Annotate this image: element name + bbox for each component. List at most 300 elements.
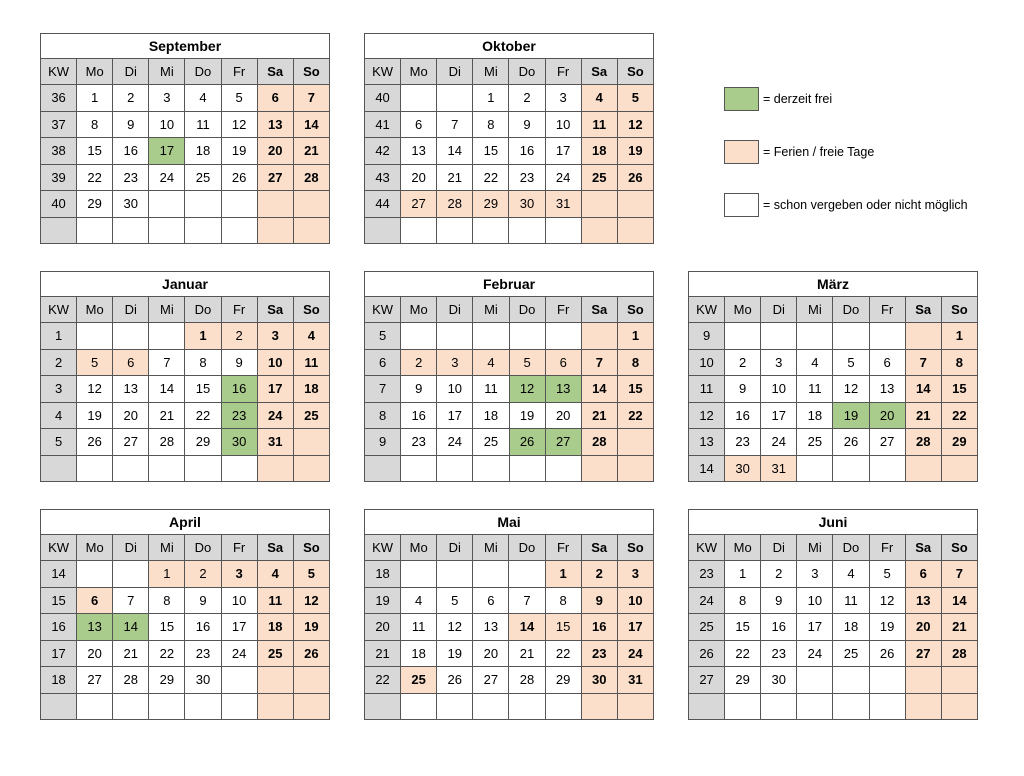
day-cell	[869, 693, 905, 720]
day-cell: 25	[257, 640, 293, 667]
day-cell	[149, 693, 185, 720]
day-cell: 22	[77, 164, 113, 191]
day-cell	[221, 217, 257, 244]
week-row	[689, 667, 978, 694]
day-cell	[473, 561, 509, 588]
day-cell: 11	[185, 111, 221, 138]
day-cell: 7	[581, 349, 617, 376]
day-cell	[833, 323, 869, 350]
day-cell: 14	[113, 614, 149, 641]
day-cell: 23	[185, 640, 221, 667]
month-title: März	[689, 272, 978, 297]
day-cell: 16	[113, 138, 149, 165]
day-cell: 14	[149, 376, 185, 403]
weekday-header: Sa	[581, 59, 617, 85]
day-cell	[77, 217, 113, 244]
day-cell: 16	[185, 614, 221, 641]
day-cell: 25	[473, 429, 509, 456]
week-row	[365, 455, 654, 482]
weekday-header: Fr	[545, 535, 581, 561]
day-cell	[797, 455, 833, 482]
week-number	[689, 693, 725, 720]
day-cell: 22	[473, 164, 509, 191]
day-cell: 10	[545, 111, 581, 138]
day-cell: 9	[401, 376, 437, 403]
week-number: 14	[689, 455, 725, 482]
week-number: 9	[365, 429, 401, 456]
day-cell: 31	[545, 191, 581, 218]
week-number: 13	[689, 429, 725, 456]
day-cell: 28	[509, 667, 545, 694]
day-cell: 23	[221, 402, 257, 429]
weekday-header: Do	[833, 535, 869, 561]
day-cell	[401, 323, 437, 350]
day-cell: 21	[293, 138, 329, 165]
week-number: 24	[689, 587, 725, 614]
day-cell	[113, 455, 149, 482]
day-cell	[149, 455, 185, 482]
weekday-header: Sa	[257, 535, 293, 561]
day-cell: 6	[401, 111, 437, 138]
day-cell: 10	[761, 376, 797, 403]
day-cell: 12	[221, 111, 257, 138]
weekday-header: Do	[185, 297, 221, 323]
day-cell: 18	[257, 614, 293, 641]
day-cell	[797, 323, 833, 350]
month-title: Juni	[689, 510, 978, 535]
day-cell: 25	[293, 402, 329, 429]
weekday-header: KW	[41, 297, 77, 323]
day-cell: 1	[149, 561, 185, 588]
week-row	[41, 138, 330, 165]
day-cell	[437, 455, 473, 482]
day-cell: 15	[545, 614, 581, 641]
weekday-header: Mo	[401, 535, 437, 561]
weekday-header: Sa	[257, 59, 293, 85]
day-cell: 25	[401, 667, 437, 694]
day-cell: 19	[293, 614, 329, 641]
day-cell: 1	[77, 85, 113, 112]
week-row	[41, 376, 330, 403]
day-cell: 19	[617, 138, 653, 165]
day-cell: 5	[509, 349, 545, 376]
week-row	[365, 640, 654, 667]
weekday-header: Mo	[401, 297, 437, 323]
day-cell: 28	[293, 164, 329, 191]
day-cell: 18	[401, 640, 437, 667]
day-cell: 6	[545, 349, 581, 376]
day-cell: 14	[293, 111, 329, 138]
day-cell: 14	[941, 587, 977, 614]
day-cell: 23	[725, 429, 761, 456]
day-cell	[185, 217, 221, 244]
day-cell: 6	[869, 349, 905, 376]
day-cell: 8	[617, 349, 653, 376]
day-cell: 2	[113, 85, 149, 112]
weekday-header: Mi	[473, 297, 509, 323]
day-cell: 12	[437, 614, 473, 641]
day-cell: 14	[437, 138, 473, 165]
day-cell: 2	[185, 561, 221, 588]
day-cell	[221, 667, 257, 694]
week-row	[365, 587, 654, 614]
day-cell	[833, 455, 869, 482]
day-cell: 28	[437, 191, 473, 218]
day-cell	[293, 191, 329, 218]
day-cell	[941, 455, 977, 482]
day-cell: 5	[617, 85, 653, 112]
day-cell: 23	[113, 164, 149, 191]
day-cell: 20	[473, 640, 509, 667]
day-cell: 12	[617, 111, 653, 138]
legend-label-unavailable: = schon vergeben oder nicht möglich	[763, 198, 968, 212]
day-cell: 16	[725, 402, 761, 429]
week-row	[41, 111, 330, 138]
week-row	[689, 614, 978, 641]
day-cell: 3	[761, 349, 797, 376]
week-number: 2	[41, 349, 77, 376]
calendar-month	[364, 271, 654, 482]
week-number: 20	[365, 614, 401, 641]
legend-item-holiday	[724, 140, 874, 164]
week-row	[689, 376, 978, 403]
weekday-header: Di	[437, 297, 473, 323]
month-title: Oktober	[365, 34, 654, 59]
day-cell: 15	[473, 138, 509, 165]
day-cell	[113, 323, 149, 350]
week-row	[41, 323, 330, 350]
weekday-header: Di	[437, 59, 473, 85]
day-cell: 23	[761, 640, 797, 667]
day-cell: 27	[77, 667, 113, 694]
week-number: 11	[689, 376, 725, 403]
day-cell: 1	[473, 85, 509, 112]
day-cell	[401, 455, 437, 482]
week-row	[365, 614, 654, 641]
day-cell: 1	[185, 323, 221, 350]
day-cell: 13	[257, 111, 293, 138]
day-cell: 27	[257, 164, 293, 191]
day-cell	[473, 217, 509, 244]
day-cell: 10	[797, 587, 833, 614]
week-row	[365, 376, 654, 403]
weekday-header: Mi	[149, 535, 185, 561]
day-cell: 20	[77, 640, 113, 667]
day-cell: 31	[617, 667, 653, 694]
day-cell	[149, 191, 185, 218]
day-cell: 2	[221, 323, 257, 350]
day-cell: 30	[761, 667, 797, 694]
day-cell: 5	[221, 85, 257, 112]
day-cell: 12	[293, 587, 329, 614]
day-cell: 13	[905, 587, 941, 614]
week-row	[689, 693, 978, 720]
day-cell: 22	[149, 640, 185, 667]
day-cell: 11	[401, 614, 437, 641]
week-row	[365, 111, 654, 138]
weekday-header: Di	[113, 297, 149, 323]
day-cell: 17	[617, 614, 653, 641]
week-row	[41, 667, 330, 694]
day-cell	[293, 667, 329, 694]
weekday-header: Fr	[545, 59, 581, 85]
week-number: 17	[41, 640, 77, 667]
day-cell: 5	[437, 587, 473, 614]
day-cell: 7	[149, 349, 185, 376]
legend-swatch-unavailable	[724, 193, 759, 217]
day-cell	[617, 217, 653, 244]
week-number: 7	[365, 376, 401, 403]
weekday-header: Fr	[221, 59, 257, 85]
day-cell: 20	[257, 138, 293, 165]
day-cell: 16	[581, 614, 617, 641]
week-number: 4	[41, 402, 77, 429]
day-cell: 15	[185, 376, 221, 403]
weekday-header: Do	[509, 59, 545, 85]
week-row	[365, 693, 654, 720]
day-cell: 17	[257, 376, 293, 403]
day-cell	[257, 191, 293, 218]
day-cell: 16	[221, 376, 257, 403]
day-cell: 11	[293, 349, 329, 376]
week-number: 9	[689, 323, 725, 350]
day-cell: 2	[725, 349, 761, 376]
day-cell: 2	[761, 561, 797, 588]
weekday-header: Sa	[257, 297, 293, 323]
day-cell: 15	[617, 376, 653, 403]
week-row	[689, 455, 978, 482]
day-cell: 8	[149, 587, 185, 614]
week-number: 15	[41, 587, 77, 614]
day-cell: 14	[581, 376, 617, 403]
day-cell	[77, 455, 113, 482]
week-number	[41, 455, 77, 482]
weekday-header: Do	[509, 535, 545, 561]
week-number: 39	[41, 164, 77, 191]
month-title: April	[41, 510, 330, 535]
day-cell	[401, 693, 437, 720]
weekday-header: So	[941, 297, 977, 323]
weekday-header: So	[293, 59, 329, 85]
week-number: 18	[41, 667, 77, 694]
week-number: 36	[41, 85, 77, 112]
day-cell: 23	[401, 429, 437, 456]
day-cell	[797, 667, 833, 694]
day-cell	[293, 455, 329, 482]
week-number: 6	[365, 349, 401, 376]
day-cell: 8	[185, 349, 221, 376]
day-cell: 21	[941, 614, 977, 641]
day-cell: 25	[797, 429, 833, 456]
day-cell	[293, 429, 329, 456]
week-number: 44	[365, 191, 401, 218]
weekday-header: Di	[437, 535, 473, 561]
week-row	[689, 640, 978, 667]
day-cell	[617, 191, 653, 218]
day-cell	[113, 693, 149, 720]
weekday-header: Mi	[473, 59, 509, 85]
day-cell: 7	[437, 111, 473, 138]
day-cell: 27	[545, 429, 581, 456]
day-cell	[473, 455, 509, 482]
month-title: Mai	[365, 510, 654, 535]
day-cell	[869, 667, 905, 694]
day-cell	[509, 217, 545, 244]
weekday-header: So	[617, 297, 653, 323]
week-number: 5	[41, 429, 77, 456]
day-cell: 10	[437, 376, 473, 403]
day-cell: 15	[77, 138, 113, 165]
day-cell: 28	[905, 429, 941, 456]
week-row	[365, 164, 654, 191]
day-cell: 17	[221, 614, 257, 641]
day-cell: 30	[509, 191, 545, 218]
day-cell: 13	[473, 614, 509, 641]
weekday-header: KW	[365, 297, 401, 323]
week-number: 10	[689, 349, 725, 376]
day-cell	[797, 693, 833, 720]
day-cell	[581, 217, 617, 244]
day-cell: 22	[941, 402, 977, 429]
day-cell	[149, 217, 185, 244]
week-number	[41, 217, 77, 244]
day-cell: 8	[545, 587, 581, 614]
day-cell	[437, 693, 473, 720]
weekday-header: Sa	[581, 297, 617, 323]
day-cell: 2	[401, 349, 437, 376]
day-cell	[113, 217, 149, 244]
day-cell: 17	[437, 402, 473, 429]
week-number: 27	[689, 667, 725, 694]
day-cell: 26	[833, 429, 869, 456]
weekday-header: Di	[761, 297, 797, 323]
week-number: 40	[365, 85, 401, 112]
day-cell	[77, 693, 113, 720]
day-cell	[509, 455, 545, 482]
day-cell: 28	[941, 640, 977, 667]
day-cell: 16	[761, 614, 797, 641]
day-cell: 14	[905, 376, 941, 403]
day-cell	[617, 429, 653, 456]
day-cell: 7	[905, 349, 941, 376]
day-cell: 28	[581, 429, 617, 456]
week-number: 23	[689, 561, 725, 588]
week-row	[689, 349, 978, 376]
week-number	[365, 217, 401, 244]
day-cell: 28	[149, 429, 185, 456]
day-cell: 30	[113, 191, 149, 218]
day-cell: 13	[77, 614, 113, 641]
week-number: 14	[41, 561, 77, 588]
day-cell: 1	[545, 561, 581, 588]
day-cell	[581, 191, 617, 218]
day-cell: 13	[545, 376, 581, 403]
day-cell	[437, 561, 473, 588]
week-number: 26	[689, 640, 725, 667]
day-cell: 18	[797, 402, 833, 429]
day-cell: 5	[77, 349, 113, 376]
week-row	[365, 138, 654, 165]
day-cell: 9	[725, 376, 761, 403]
day-cell: 7	[941, 561, 977, 588]
day-cell: 9	[113, 111, 149, 138]
day-cell: 8	[941, 349, 977, 376]
day-cell	[257, 667, 293, 694]
day-cell: 4	[401, 587, 437, 614]
day-cell: 30	[185, 667, 221, 694]
day-cell: 4	[833, 561, 869, 588]
day-cell: 13	[113, 376, 149, 403]
day-cell: 10	[221, 587, 257, 614]
day-cell: 27	[473, 667, 509, 694]
week-row	[41, 455, 330, 482]
day-cell: 26	[617, 164, 653, 191]
day-cell: 2	[509, 85, 545, 112]
day-cell	[941, 693, 977, 720]
legend-item-free	[724, 87, 832, 111]
day-cell: 11	[833, 587, 869, 614]
day-cell: 9	[581, 587, 617, 614]
day-cell	[617, 693, 653, 720]
day-cell: 24	[545, 164, 581, 191]
day-cell: 12	[77, 376, 113, 403]
day-cell: 24	[149, 164, 185, 191]
week-row	[41, 587, 330, 614]
week-row	[41, 217, 330, 244]
day-cell: 9	[761, 587, 797, 614]
week-number: 18	[365, 561, 401, 588]
day-cell: 16	[509, 138, 545, 165]
legend-swatch-holiday	[724, 140, 759, 164]
week-row	[689, 402, 978, 429]
weekday-header: Di	[761, 535, 797, 561]
legend-label-holiday: = Ferien / freie Tage	[763, 145, 875, 159]
weekday-header: Fr	[545, 297, 581, 323]
weekday-header: Sa	[581, 535, 617, 561]
day-cell: 31	[761, 455, 797, 482]
weekday-header: Fr	[869, 535, 905, 561]
day-cell: 8	[77, 111, 113, 138]
calendar-month	[688, 509, 978, 720]
weekday-header: Do	[833, 297, 869, 323]
weekday-header: Mi	[149, 297, 185, 323]
day-cell: 26	[293, 640, 329, 667]
day-cell: 5	[869, 561, 905, 588]
day-cell	[185, 693, 221, 720]
day-cell	[725, 323, 761, 350]
weekday-header: So	[293, 535, 329, 561]
calendar-month	[40, 271, 330, 482]
day-cell	[833, 667, 869, 694]
day-cell: 22	[725, 640, 761, 667]
day-cell: 12	[833, 376, 869, 403]
day-cell: 1	[725, 561, 761, 588]
weekday-header: Sa	[905, 297, 941, 323]
day-cell: 9	[509, 111, 545, 138]
day-cell: 29	[473, 191, 509, 218]
month-title: September	[41, 34, 330, 59]
day-cell: 5	[833, 349, 869, 376]
day-cell	[509, 693, 545, 720]
day-cell: 15	[725, 614, 761, 641]
day-cell: 30	[581, 667, 617, 694]
day-cell	[833, 693, 869, 720]
day-cell: 27	[869, 429, 905, 456]
day-cell	[221, 455, 257, 482]
day-cell: 29	[149, 667, 185, 694]
day-cell: 14	[509, 614, 545, 641]
week-number: 41	[365, 111, 401, 138]
